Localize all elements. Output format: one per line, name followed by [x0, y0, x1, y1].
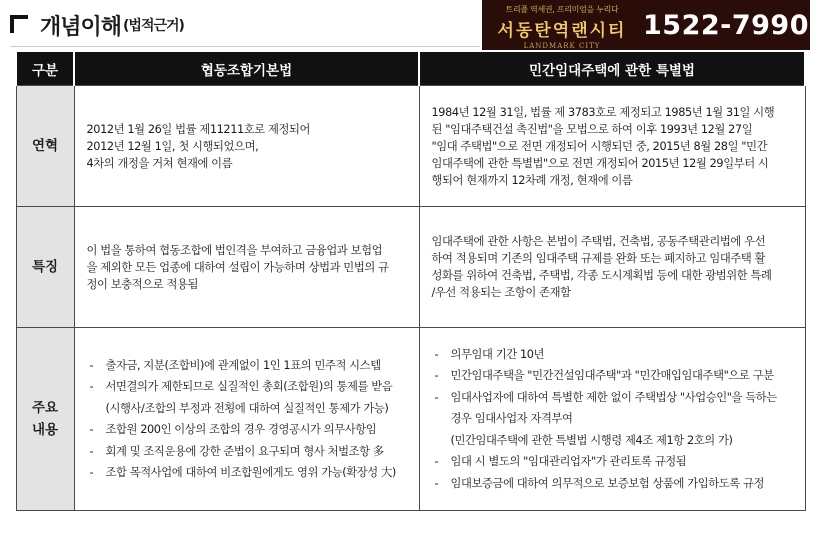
list-item [90, 419, 410, 441]
row-label-line: 주요 [31, 400, 59, 416]
list-item-text: 민간임대주택을 "민간건설임대주택"과 "민간매입임대주택"으로 구분 [450, 369, 774, 383]
history-cooperative-cell [74, 86, 419, 207]
list-item-text: (민간임대주택에 관한 특별법 시행령 제4조 제1항 2호의 가) [450, 433, 733, 447]
list-item [90, 441, 410, 463]
dash-marker: - [89, 358, 94, 372]
header-category: 구분 [16, 52, 74, 86]
list-item [90, 462, 410, 484]
text-line: 하여 적용되며 기존의 임대주택 규제를 완화 또는 폐지하고 임대주택 활 [431, 252, 766, 265]
list-item-text: 임대보증금에 대하여 의무적으로 보증보험 상품에 가입하도록 규정 [450, 476, 765, 490]
text-line: "임대 주택법"으로 전면 개정되어 시행되던 중, 2015년 8월 28일 "민간 [431, 139, 768, 153]
text-line: /우선 적용되는 조항이 존재함 [431, 286, 571, 299]
row-label-main-content [16, 328, 74, 511]
list-item [435, 408, 796, 430]
dash-marker: - [434, 347, 439, 361]
text-line: 2012년 1월 26일 법률 제11211호로 제정되어 [86, 122, 311, 136]
logo-subtitle: LANDMARK CITY [523, 42, 601, 50]
table-header-row [16, 52, 805, 86]
row-label-line: 내용 [31, 422, 59, 438]
phone-number: 1522-7990 [642, 0, 810, 50]
history-rental-cell [419, 86, 805, 207]
text-line: 행되어 현재까지 12차례 개정, 현재에 이름 [431, 173, 633, 187]
list-item [435, 451, 796, 473]
main-content-rental-cell [419, 328, 805, 511]
dash-marker: - [434, 455, 439, 469]
list-item-text: 서면결의가 제한되므로 실질적인 총회(조합원)의 통제를 받음 [105, 380, 393, 393]
page-title: 개념이해 [40, 14, 122, 40]
text-line: 이 법을 통하여 협동조합에 법인격을 부여하고 금융업과 보험업 [86, 243, 383, 257]
text-line: 된 "임대주택건설 촉진법"을 모법으로 하여 이후 1993년 12월 27일 [431, 122, 753, 136]
list-item [435, 430, 796, 452]
logo-name: 서동탄역랜시티 [497, 21, 627, 41]
table-row-history [16, 86, 805, 207]
text-line: 정이 보충적으로 적용됨 [86, 277, 199, 291]
text-line: 을 제외한 모든 업종에 대하여 설립이 가능하며 상법과 민법의 규 [86, 260, 389, 274]
list-item-text: 조합원 200인 이상의 조합의 경우 경영공시가 의무사항임 [105, 423, 377, 436]
table-row-features [16, 207, 805, 328]
text-line: 성화를 위하여 건축법, 주택법, 각종 도시계획법 등에 대한 광범위한 특례 [431, 269, 772, 282]
list-item-text: 출자금, 지분(조합비)에 관계없이 1인 1표의 민주적 시스템 [105, 358, 381, 372]
bullet-list [76, 355, 418, 484]
list-item [435, 473, 796, 495]
list-item [435, 365, 796, 387]
main-content-cooperative-cell [74, 328, 419, 511]
list-item-text: 의무임대 기간 10년 [450, 347, 545, 361]
comparison-table [15, 52, 806, 511]
page-header [0, 0, 820, 50]
dash-marker: - [434, 390, 439, 404]
dash-marker: - [434, 369, 439, 383]
bullet-list [421, 344, 804, 495]
text-line: 임대주택에 관한 특별법"으로 전면 개정되어 2015년 12월 29일부터 시 [431, 156, 769, 170]
logo-tagline: 트리플 역세권, 프리미엄을 누리다 [505, 5, 619, 14]
list-item-text: 임대 시 별도의 "임대관리업자"가 관리토록 규정됨 [450, 455, 687, 469]
list-item [90, 376, 410, 398]
dash-marker: - [434, 476, 439, 490]
dash-marker: - [89, 423, 94, 436]
list-item-text: 회계 및 조직운용에 강한 준법이 요구되며 형사 처벌조항 多 [105, 444, 384, 458]
title-block [10, 8, 184, 42]
list-item [435, 387, 796, 409]
title-underline [10, 46, 480, 47]
dash-marker: - [89, 380, 94, 393]
list-item [90, 398, 410, 420]
list-item-text: 임대사업자에 대하여 특별한 제한 없이 주택법상 "사업승인"을 득하는 [450, 390, 777, 404]
row-label-history: 연혁 [16, 86, 74, 207]
dash-marker: - [89, 444, 94, 458]
header-cooperative-act: 협동조합기본법 [74, 52, 419, 86]
text-line: 임대주택에 관한 사항은 본법이 주택법, 건축법, 공동주택관리법에 우선 [431, 235, 766, 248]
row-label-features: 특징 [16, 207, 74, 328]
corner-bracket-icon [10, 15, 32, 35]
features-rental-cell [419, 207, 805, 328]
text-line: 1984년 12월 31일, 법률 제 3783호로 제정되고 1985년 1월 31일 시행 [431, 105, 775, 119]
table-row-main-content [16, 328, 805, 511]
header-rental-housing-act: 민간임대주택에 관한 특별법 [419, 52, 805, 86]
text-line: 2012년 12월 1일, 첫 시행되었으며, [86, 139, 259, 153]
brand-logo [482, 0, 642, 50]
dash-marker: - [89, 466, 94, 479]
features-cooperative-cell [74, 207, 419, 328]
text-line: 4차의 개정을 거쳐 현재에 이름 [86, 156, 233, 170]
list-item-text: 조합 목적사업에 대하여 비조합원에게도 영위 가능(확장성 大) [105, 466, 396, 479]
list-item [435, 344, 796, 366]
list-item [90, 355, 410, 377]
list-item-text: (시행사/조합의 부정과 전횡에 대하여 실질적인 통제가 가능) [105, 401, 389, 415]
page-subtitle: (법적근거) [123, 18, 184, 34]
list-item-text: 경우 임대사업자 자격부여 [450, 412, 573, 426]
